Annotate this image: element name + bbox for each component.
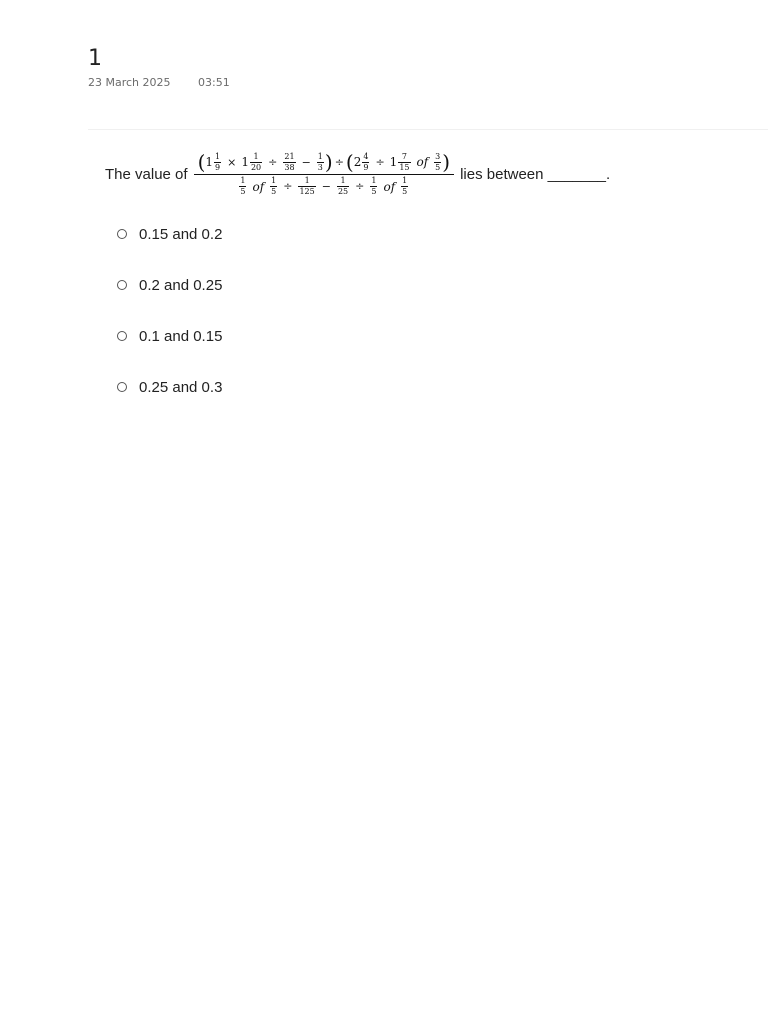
math-expression bbox=[194, 152, 455, 196]
fraction-numerator: 1 bbox=[304, 176, 310, 185]
fraction-denominator: 20 bbox=[250, 162, 262, 172]
fraction bbox=[362, 153, 369, 172]
fraction-denominator: 15 bbox=[399, 162, 410, 172]
fraction bbox=[239, 177, 246, 196]
radio-button[interactable] bbox=[117, 331, 127, 341]
fraction-denominator: 5 bbox=[271, 187, 277, 196]
of-keyword: of bbox=[383, 179, 396, 194]
close-paren: ) bbox=[324, 150, 333, 174]
expression-denominator bbox=[234, 175, 413, 196]
answer-options bbox=[117, 222, 222, 426]
fraction-numerator: 1 bbox=[271, 176, 277, 185]
fraction-denominator: 9 bbox=[215, 162, 221, 172]
fraction-numerator: 4 bbox=[363, 151, 369, 161]
whole-number: 1 bbox=[389, 155, 398, 169]
fraction bbox=[401, 177, 408, 196]
divider bbox=[88, 129, 768, 130]
operator: ÷ bbox=[334, 155, 344, 169]
fraction-numerator: 1 bbox=[317, 151, 323, 161]
option-label: 0.2 and 0.25 bbox=[139, 276, 223, 294]
fraction bbox=[398, 153, 410, 172]
fraction-numerator: 1 bbox=[240, 176, 246, 185]
page-date: 23 March 2025 bbox=[88, 76, 171, 89]
open-paren: ( bbox=[345, 150, 354, 174]
fraction-numerator: 1 bbox=[215, 151, 221, 161]
whole-number: 2 bbox=[353, 155, 362, 169]
operator: − bbox=[301, 155, 311, 169]
question-prefix: The value of bbox=[105, 165, 188, 183]
fraction-denominator: 9 bbox=[363, 162, 369, 172]
radio-button[interactable] bbox=[117, 382, 127, 392]
operator: − bbox=[321, 180, 331, 193]
answer-option[interactable] bbox=[117, 324, 222, 348]
operator: ÷ bbox=[355, 180, 365, 193]
fraction-numerator: 21 bbox=[284, 151, 295, 161]
option-label: 0.15 and 0.2 bbox=[139, 225, 223, 243]
option-label: 0.1 and 0.15 bbox=[139, 327, 223, 345]
fraction-denominator: 5 bbox=[371, 187, 377, 196]
answer-option[interactable] bbox=[117, 222, 222, 246]
fraction bbox=[434, 153, 441, 172]
operator: ÷ bbox=[375, 155, 385, 169]
of-keyword: of bbox=[252, 179, 265, 194]
fraction-denominator: 38 bbox=[284, 162, 295, 172]
operator: ÷ bbox=[268, 155, 278, 169]
answer-option[interactable] bbox=[117, 273, 222, 297]
radio-button[interactable] bbox=[117, 229, 127, 239]
fraction-numerator: 1 bbox=[402, 176, 408, 185]
operator: ÷ bbox=[283, 180, 293, 193]
fraction-denominator: 5 bbox=[240, 187, 246, 196]
radio-button[interactable] bbox=[117, 280, 127, 290]
fraction-denominator: 3 bbox=[317, 162, 323, 172]
option-label: 0.25 and 0.3 bbox=[139, 378, 223, 396]
operator: × bbox=[227, 155, 237, 169]
question-suffix: lies between _______. bbox=[460, 165, 611, 183]
whole-number: 1 bbox=[241, 155, 249, 169]
expression-numerator bbox=[194, 152, 455, 174]
answer-option[interactable] bbox=[117, 375, 222, 399]
fraction bbox=[270, 177, 277, 196]
fraction bbox=[283, 153, 295, 172]
fraction-numerator: 1 bbox=[371, 176, 377, 185]
page-time: 03:51 bbox=[198, 76, 230, 89]
page-title: 1 bbox=[88, 46, 102, 71]
fraction bbox=[298, 177, 315, 196]
fraction-numerator: 1 bbox=[340, 176, 346, 185]
fraction bbox=[250, 153, 262, 172]
fraction bbox=[214, 153, 221, 172]
open-paren: ( bbox=[197, 150, 206, 174]
fraction-denominator: 25 bbox=[337, 187, 349, 196]
page-meta bbox=[88, 76, 230, 89]
fraction bbox=[337, 177, 349, 196]
close-paren: ) bbox=[442, 150, 451, 174]
fraction bbox=[317, 153, 324, 172]
fraction-denominator: 5 bbox=[402, 187, 408, 196]
fraction-denominator: 5 bbox=[435, 162, 441, 172]
fraction-numerator: 7 bbox=[401, 151, 407, 161]
fraction-numerator: 1 bbox=[253, 151, 259, 161]
question-text bbox=[105, 144, 610, 204]
fraction bbox=[370, 177, 377, 196]
of-keyword: of bbox=[416, 155, 429, 169]
whole-number: 1 bbox=[205, 155, 214, 169]
fraction-denominator: 125 bbox=[299, 187, 315, 196]
fraction-numerator: 3 bbox=[435, 151, 441, 161]
